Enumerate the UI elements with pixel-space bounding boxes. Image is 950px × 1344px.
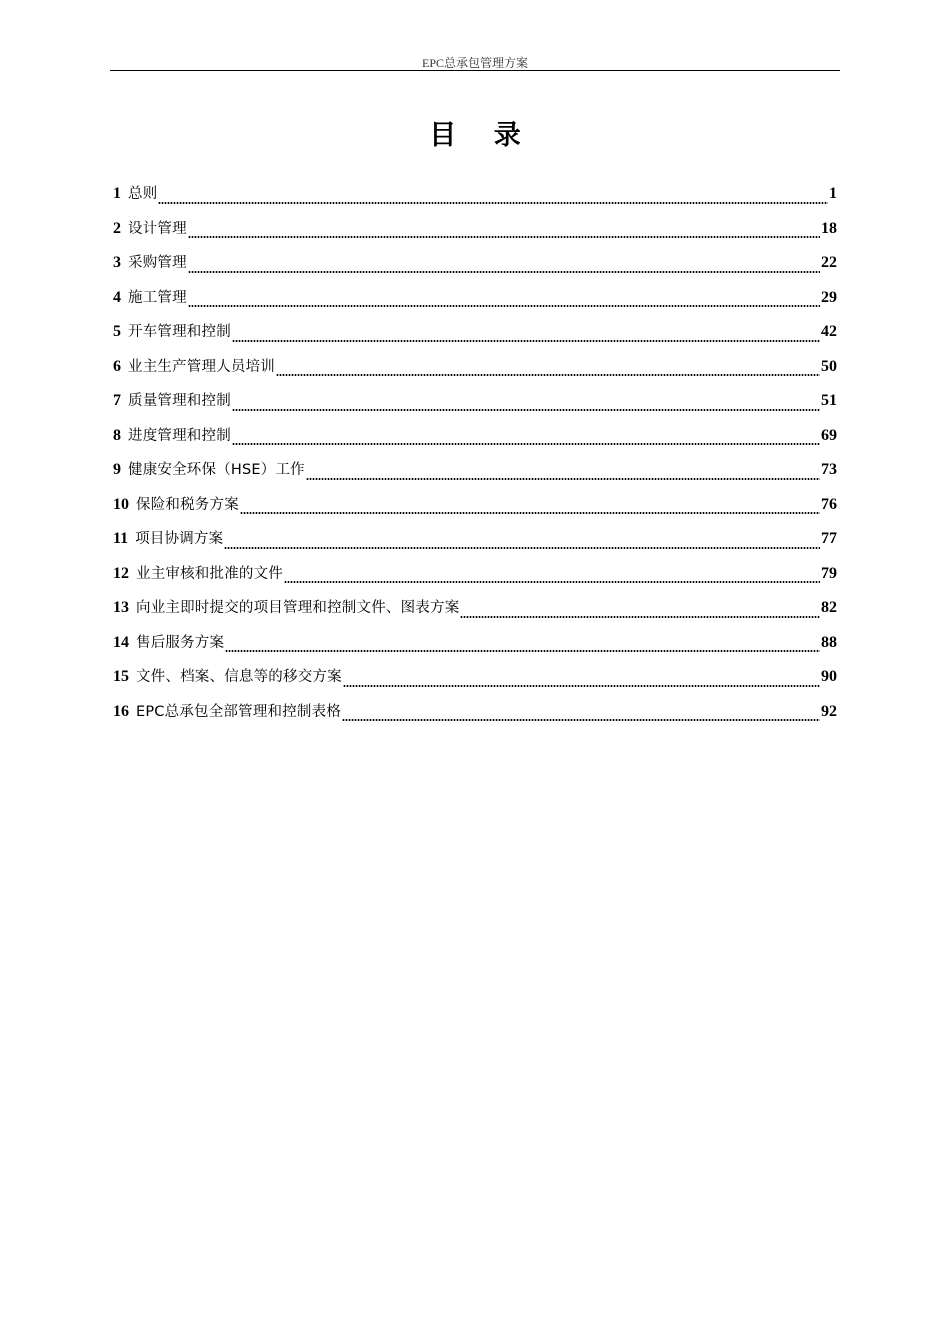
toc-entry-14[interactable]: [113, 629, 837, 664]
toc-entry-number: 4: [113, 288, 121, 306]
toc-entry-number: 7: [113, 392, 121, 409]
dot-leader: [240, 511, 820, 515]
toc-entry-11[interactable]: [113, 525, 837, 560]
toc-entry-page: 51: [821, 392, 837, 409]
toc-entry-page: 50: [821, 357, 837, 375]
toc-entry-number: 6: [113, 357, 121, 375]
toc-entry-4[interactable]: [113, 284, 837, 319]
toc-entry-title: 向业主即时提交的项目管理和控制文件、图表方案: [136, 600, 460, 616]
toc-entry-page: 29: [821, 288, 837, 306]
toc-entry-page: 69: [821, 426, 837, 444]
toc-entry-page: 76: [821, 495, 837, 513]
toc-entry-15[interactable]: [113, 663, 837, 698]
toc-entry-number: 8: [113, 426, 121, 444]
toc-entry-number: 15: [113, 668, 129, 685]
dot-leader: [306, 477, 820, 481]
toc-entry-title: 业主审核和批准的文件: [136, 565, 283, 582]
toc-entry-9[interactable]: [113, 456, 837, 491]
toc-entry-number: 5: [113, 323, 121, 340]
toc-entry-10[interactable]: [113, 491, 837, 526]
toc-entry-2[interactable]: [113, 215, 837, 250]
toc-entry-title: 采购管理: [128, 255, 187, 271]
toc-entry-13[interactable]: [113, 594, 837, 629]
toc-entry-title: 健康安全环保（HSE）工作: [128, 462, 305, 478]
toc-entry-6[interactable]: [113, 353, 837, 388]
dot-leader: [232, 442, 820, 446]
dot-leader: [460, 615, 820, 619]
toc-entry-page: 88: [821, 633, 837, 651]
toc-entry-page: 90: [821, 668, 837, 685]
toc-entry-title: 项目协调方案: [135, 531, 224, 547]
dot-leader: [225, 649, 820, 653]
toc-entry-page: 18: [821, 219, 837, 237]
header-rule: [110, 70, 840, 71]
toc-entry-7[interactable]: [113, 387, 837, 422]
toc-entry-page: 92: [821, 702, 837, 720]
toc-entry-title: 售后服务方案: [136, 634, 225, 651]
dot-leader: [188, 304, 820, 308]
dot-leader: [188, 270, 820, 274]
toc-entry-page: 22: [821, 254, 837, 271]
dot-leader: [232, 339, 820, 343]
toc-entry-number: 1: [113, 185, 121, 202]
toc-entry-number: 16: [113, 702, 129, 720]
dot-leader: [188, 235, 820, 239]
toc-entry-number: 10: [113, 495, 129, 513]
toc-entry-5[interactable]: [113, 318, 837, 353]
toc-entry-title: 总则: [128, 186, 158, 202]
toc-entry-number: 12: [113, 564, 129, 582]
toc-entry-title: 开车管理和控制: [128, 324, 231, 340]
toc-entry-number: 13: [113, 599, 129, 616]
toc-entry-1[interactable]: [113, 180, 837, 215]
toc-entry-number: 3: [113, 254, 121, 271]
toc-entry-number: 9: [113, 461, 121, 478]
toc-entry-title: 文件、档案、信息等的移交方案: [136, 669, 342, 685]
dot-leader: [276, 373, 820, 377]
toc-list: [113, 180, 837, 732]
toc-entry-title: 设计管理: [128, 220, 187, 237]
toc-entry-page: 77: [821, 530, 837, 547]
dot-leader: [343, 684, 820, 688]
running-header: EPC总承包管理方案: [421, 56, 528, 70]
dot-leader: [232, 408, 820, 412]
toc-entry-16[interactable]: [113, 698, 837, 733]
toc-entry-title: 保险和税务方案: [136, 496, 239, 513]
toc-entry-page: 42: [821, 323, 837, 340]
toc-entry-8[interactable]: [113, 422, 837, 457]
toc-entry-number: 14: [113, 633, 129, 651]
toc-entry-title: EPC总承包全部管理和控制表格: [136, 703, 342, 720]
toc-entry-number: 11: [113, 530, 129, 547]
toc-entry-page: 73: [821, 461, 837, 478]
toc-entry-title: 施工管理: [128, 289, 187, 306]
dot-leader: [158, 201, 828, 205]
toc-entry-title: 质量管理和控制: [128, 393, 231, 409]
dot-leader: [342, 718, 820, 722]
dot-leader: [224, 546, 820, 550]
toc-entry-page: 79: [821, 564, 837, 582]
toc-title: 目 录: [429, 120, 535, 151]
toc-entry-number: 2: [113, 219, 121, 237]
toc-entry-title: 进度管理和控制: [128, 427, 231, 444]
toc-entry-page: 1: [829, 185, 837, 202]
dot-leader: [284, 580, 820, 584]
toc-entry-title: 业主生产管理人员培训: [128, 358, 275, 375]
toc-entry-page: 82: [821, 599, 837, 616]
toc-entry-12[interactable]: [113, 560, 837, 595]
toc-entry-3[interactable]: [113, 249, 837, 284]
